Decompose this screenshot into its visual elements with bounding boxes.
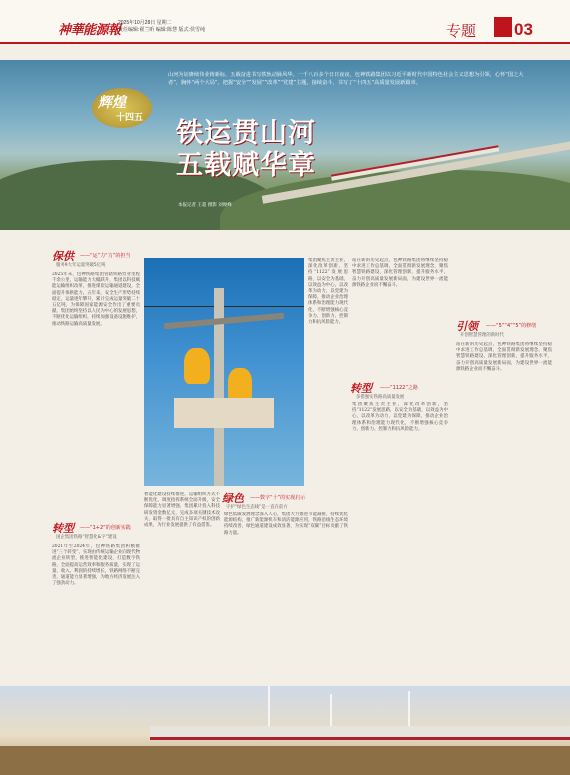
- train-shape: [150, 726, 570, 740]
- section-2-tag: 转型: [52, 522, 74, 535]
- section-5-title: ——“5”“4”“5”的修缮: [486, 323, 537, 329]
- body-column-1b: 2021年至2024年，包神铁路集团积极推进“三个转变”，实现由传统运输企业向现代物流企业转型，推进智能化建设，打造数字铁路，全面提高运营效率和服务质量，实现了运量、收入、利润的持续增长，铁路网络不断完善，通道能力显著增强，为地方经济发展注入了强劲动力。: [52, 544, 140, 587]
- body-column-4-top: 站在新的历史起点，包神铁路集团将继续坚持稳中求进工作总基调，全面贯彻新发展理念，聚焦智慧铁路建设，深化管理创新，提升服务水平，奋力开创高质量发展新局面，为建设世界一流能源铁路企业而不懈奋斗。: [352, 258, 448, 288]
- section-3-title: ——数字“十”的实现启示: [250, 495, 306, 501]
- editor-credit: 责任编辑:翟兰昕 编辑:陈慧 版式:侯雪纯: [118, 27, 205, 33]
- wind-turbine-icon: [268, 686, 270, 731]
- headline: [176, 118, 316, 182]
- section-5-tag: 引领: [456, 320, 478, 333]
- masthead: [0, 0, 570, 44]
- ground-shape: [0, 746, 570, 775]
- section-4-note: 多措强实铁路高质量发展: [356, 395, 405, 400]
- lift-platform: [174, 398, 274, 428]
- body-column-2: 智能化建设持续推进，运输组织方式不断优化，调度指挥系统全面升级，安全保障能力显著增强，集团累计投入科技研发资金数亿元，完成多项关键技术攻关，取得一批具有自主知识产权的创新成果，为行业发展提供了有益借鉴。: [144, 492, 220, 529]
- newspaper-logo: 神華能源報: [58, 23, 121, 38]
- body-column-1a: 2025年末，包神铁路集团管辖铁路营业里程千余公里，运输能力大幅跃升，集团以科技赋能运输组织改革，推进煤炭运输通道建设，全面提升保供能力。五年来，安全生产形势持续稳定，运量逐年攀升，累计完成运量突破二十五亿吨，为保障国家能源安全作出了重要贡献。集团始终坚持以人民为中心的发展思想，不断优化运输组织，持续加强设备设施维护，推动铁路运输高质量发展。: [52, 272, 140, 327]
- issue-date: 2025年10月28日 星期二: [118, 20, 172, 26]
- catenary-wire: [144, 306, 304, 307]
- anniversary-badge: [90, 86, 158, 132]
- worker-figure: [228, 368, 252, 402]
- body-column-3: 绿色低碳发展理念深入人心，集团大力推进节能减排，持续优化能源结构，推广新能源机车和清洁能源应用，铁路沿线生态环境持续改善，绿色通道建设成效显著，为实现“双碳”目标贡献了铁路力量。: [224, 512, 348, 536]
- section-2-note: 国企集团铁路“智慧化&字”建设: [56, 535, 117, 540]
- page-number: 03: [514, 20, 533, 39]
- section-4-title: ——“1122”之路: [380, 385, 418, 391]
- catenary-arm: [164, 313, 284, 329]
- section-3-note: 守护“绿色生态线”是一直在前方: [226, 505, 288, 510]
- section-label: 专题: [446, 22, 477, 40]
- section-1-tag: 保供: [52, 250, 74, 263]
- headline-line-1: 铁运贯山河: [176, 118, 316, 149]
- badge-title: 辉煌: [98, 95, 126, 111]
- section-1-note: 服务9大年运量突破5亿吨: [56, 263, 106, 268]
- wind-turbine-icon: [408, 691, 410, 731]
- section-1-title: ——“运”力“力”的担当: [80, 253, 131, 259]
- page-marker-icon: [494, 17, 512, 37]
- section-3-tag: 绿色: [222, 492, 244, 505]
- worker-figure: [184, 348, 210, 384]
- section-2-title: ——“1+2”的创新实践: [80, 525, 131, 531]
- dateline: [118, 20, 205, 34]
- section-5-note: 开创智慧管理的新时代: [460, 333, 504, 338]
- headline-line-2: 五载赋华章: [176, 150, 316, 181]
- bottom-photo: [0, 686, 570, 775]
- hero-intro: 山河为证赓续伟业铸新标，五载奋进书写铁轨动脉风华。一千八百多个日日夜夜，包神铁路集团以习近平新时代中国特色社会主义思想为引领，心怀“国之大者”，胸怀“两个大局”，把握“安全”“发展”“改革”“党建”主题，接续奋斗，书写了“十四五”高质量发展新篇章。: [168, 72, 524, 86]
- body-column-3-top: 集团聚焦主责主业，深化改革创新，坚持“1122”发展思路，以安全为基础，以效益为中心，以改革为动力，以党建为保障，推动企业治理体系和治理能力现代化，不断增强核心竞争力、创新力、控制力和抗风险能力。: [308, 258, 348, 326]
- workers-photo: [144, 258, 304, 486]
- byline: 本报记者 王超 摄影 刘俊峰: [178, 203, 232, 208]
- body-column-5: 站在新的历史起点，包神铁路集团将继续坚持稳中求进工作总基调，全面贯彻新发展理念，聚焦智慧铁路建设，深化管理创新，提升服务水平，奋力开创高质量发展新局面，为建设世界一流能源铁路企业而不懈奋斗。: [456, 342, 552, 372]
- body-column-4: 集团聚焦主责主业，深化改革创新，坚持“1122”发展思路，以安全为基础，以效益为中心，以改革为动力，以党建为保障，推动企业治理体系和治理能力现代化，不断增强核心竞争力、创新力、控制力和抗风险能力。: [352, 402, 448, 432]
- badge-subtitle: 十四五: [116, 113, 144, 123]
- section-4-tag: 转型: [350, 382, 372, 395]
